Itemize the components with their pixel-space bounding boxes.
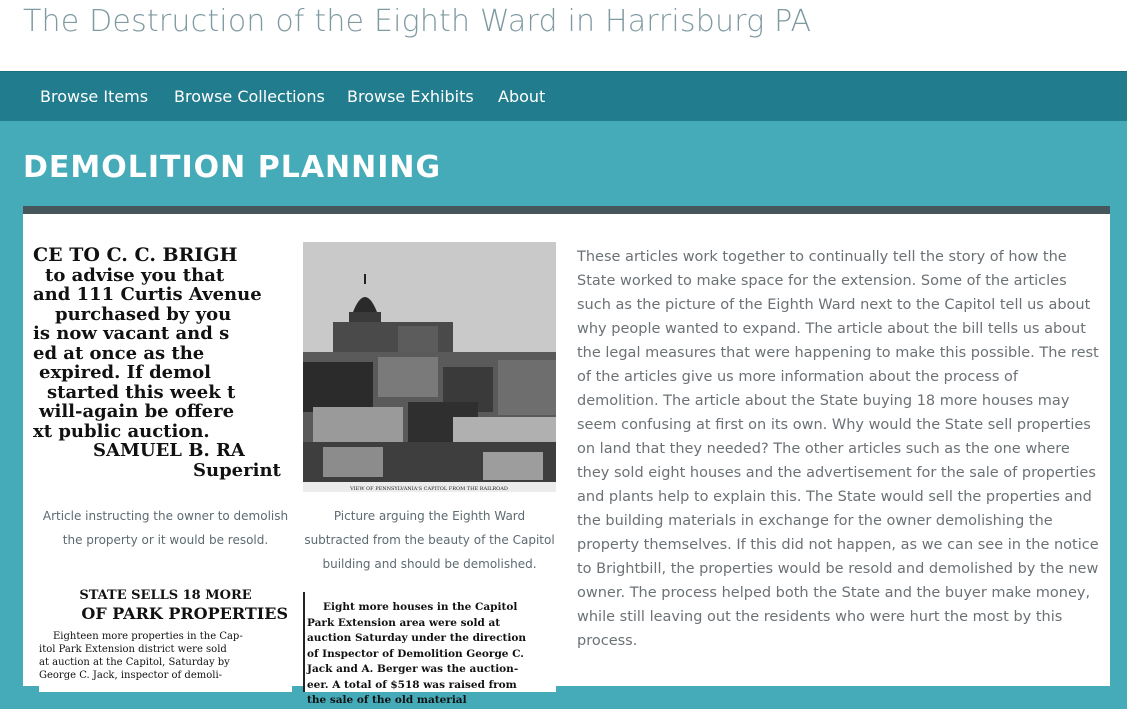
item-thumbnail-state-sells-18[interactable]: STATE SELLS 18 MORE OF PARK PROPERTIES Eighteen more properties in the Cap- itol Park Extension district were sold at auction at the Capitol, Saturday by George C. Jack, inspector of demoli-	[39, 592, 292, 692]
item-thumbnail-notice[interactable]: CE TO C. C. BRIGH to advise you that and 111 Curtis Avenue purchased by you is now vacant and s ed at once as the expired. If demol started this week t will-again be offere xt public auction. SAMUEL B. RA Superint	[39, 242, 292, 492]
page-title: DEMOLITION PLANNING	[23, 150, 442, 185]
exhibit-content	[23, 206, 1110, 706]
exhibit-description: These articles work together to continually tell the story of how the State worked to make space for the extension. Some of the articles such as the picture of the Eighth Ward next to the Capitol tell us about why people wanted to expand. The article about the bill tells us about the legal measures that were happening to make this possible. The rest of the articles give us more information about the process of demolition. The article about the State buying 18 more houses may seem confusing at first on its own. Why would the State sell properties on land that they needed? The other articles such as the one where they sold eight houses and the advertisement for the sale of properties and plants help to explain this. The State would sell the properties and the building materials in exchange for the owner demolishing the property themselves. If this did not happen, as we can see in the notice to Brightbill, the properties would be resold and demolished by the new owner. The process helped both the State and the buyer make money, while still leaving out the residents who were hurt the most by this process.	[577, 249, 1099, 649]
main-nav	[0, 71, 1127, 121]
site-header	[0, 0, 1127, 71]
photo-credit: VIEW OF PENNSYLVANIA'S CAPITOL FROM THE RAILROAD	[350, 486, 508, 492]
nav-browse-items[interactable]: Browse Items	[40, 87, 149, 106]
nav-browse-exhibits[interactable]: Browse Exhibits	[347, 87, 474, 106]
nav-about[interactable]: About	[498, 87, 546, 106]
item-thumbnail-eight-houses[interactable]: Eight more houses in the Capitol Park Extension area were sold at auction Saturday under the direction of Inspector of Demolition George C. Jack and A. Berger was the auction- eer. A total of $518 was raised from the sale of the old material	[303, 592, 556, 692]
site-title[interactable]: The Destruction of the Eighth Ward in Harrisburg PA	[23, 4, 812, 39]
item-thumbnail-capitol-photo[interactable]	[303, 242, 556, 492]
item-caption-capitol-photo: Picture arguing the Eighth Ward subtracted from the beauty of the Capitol building and should be demolished.	[304, 509, 555, 571]
capitol-photo-image	[303, 242, 556, 492]
nav-browse-collections[interactable]: Browse Collections	[174, 87, 325, 106]
item-caption-notice: Article instructing the owner to demolish the property or it would be resold.	[42, 509, 289, 547]
